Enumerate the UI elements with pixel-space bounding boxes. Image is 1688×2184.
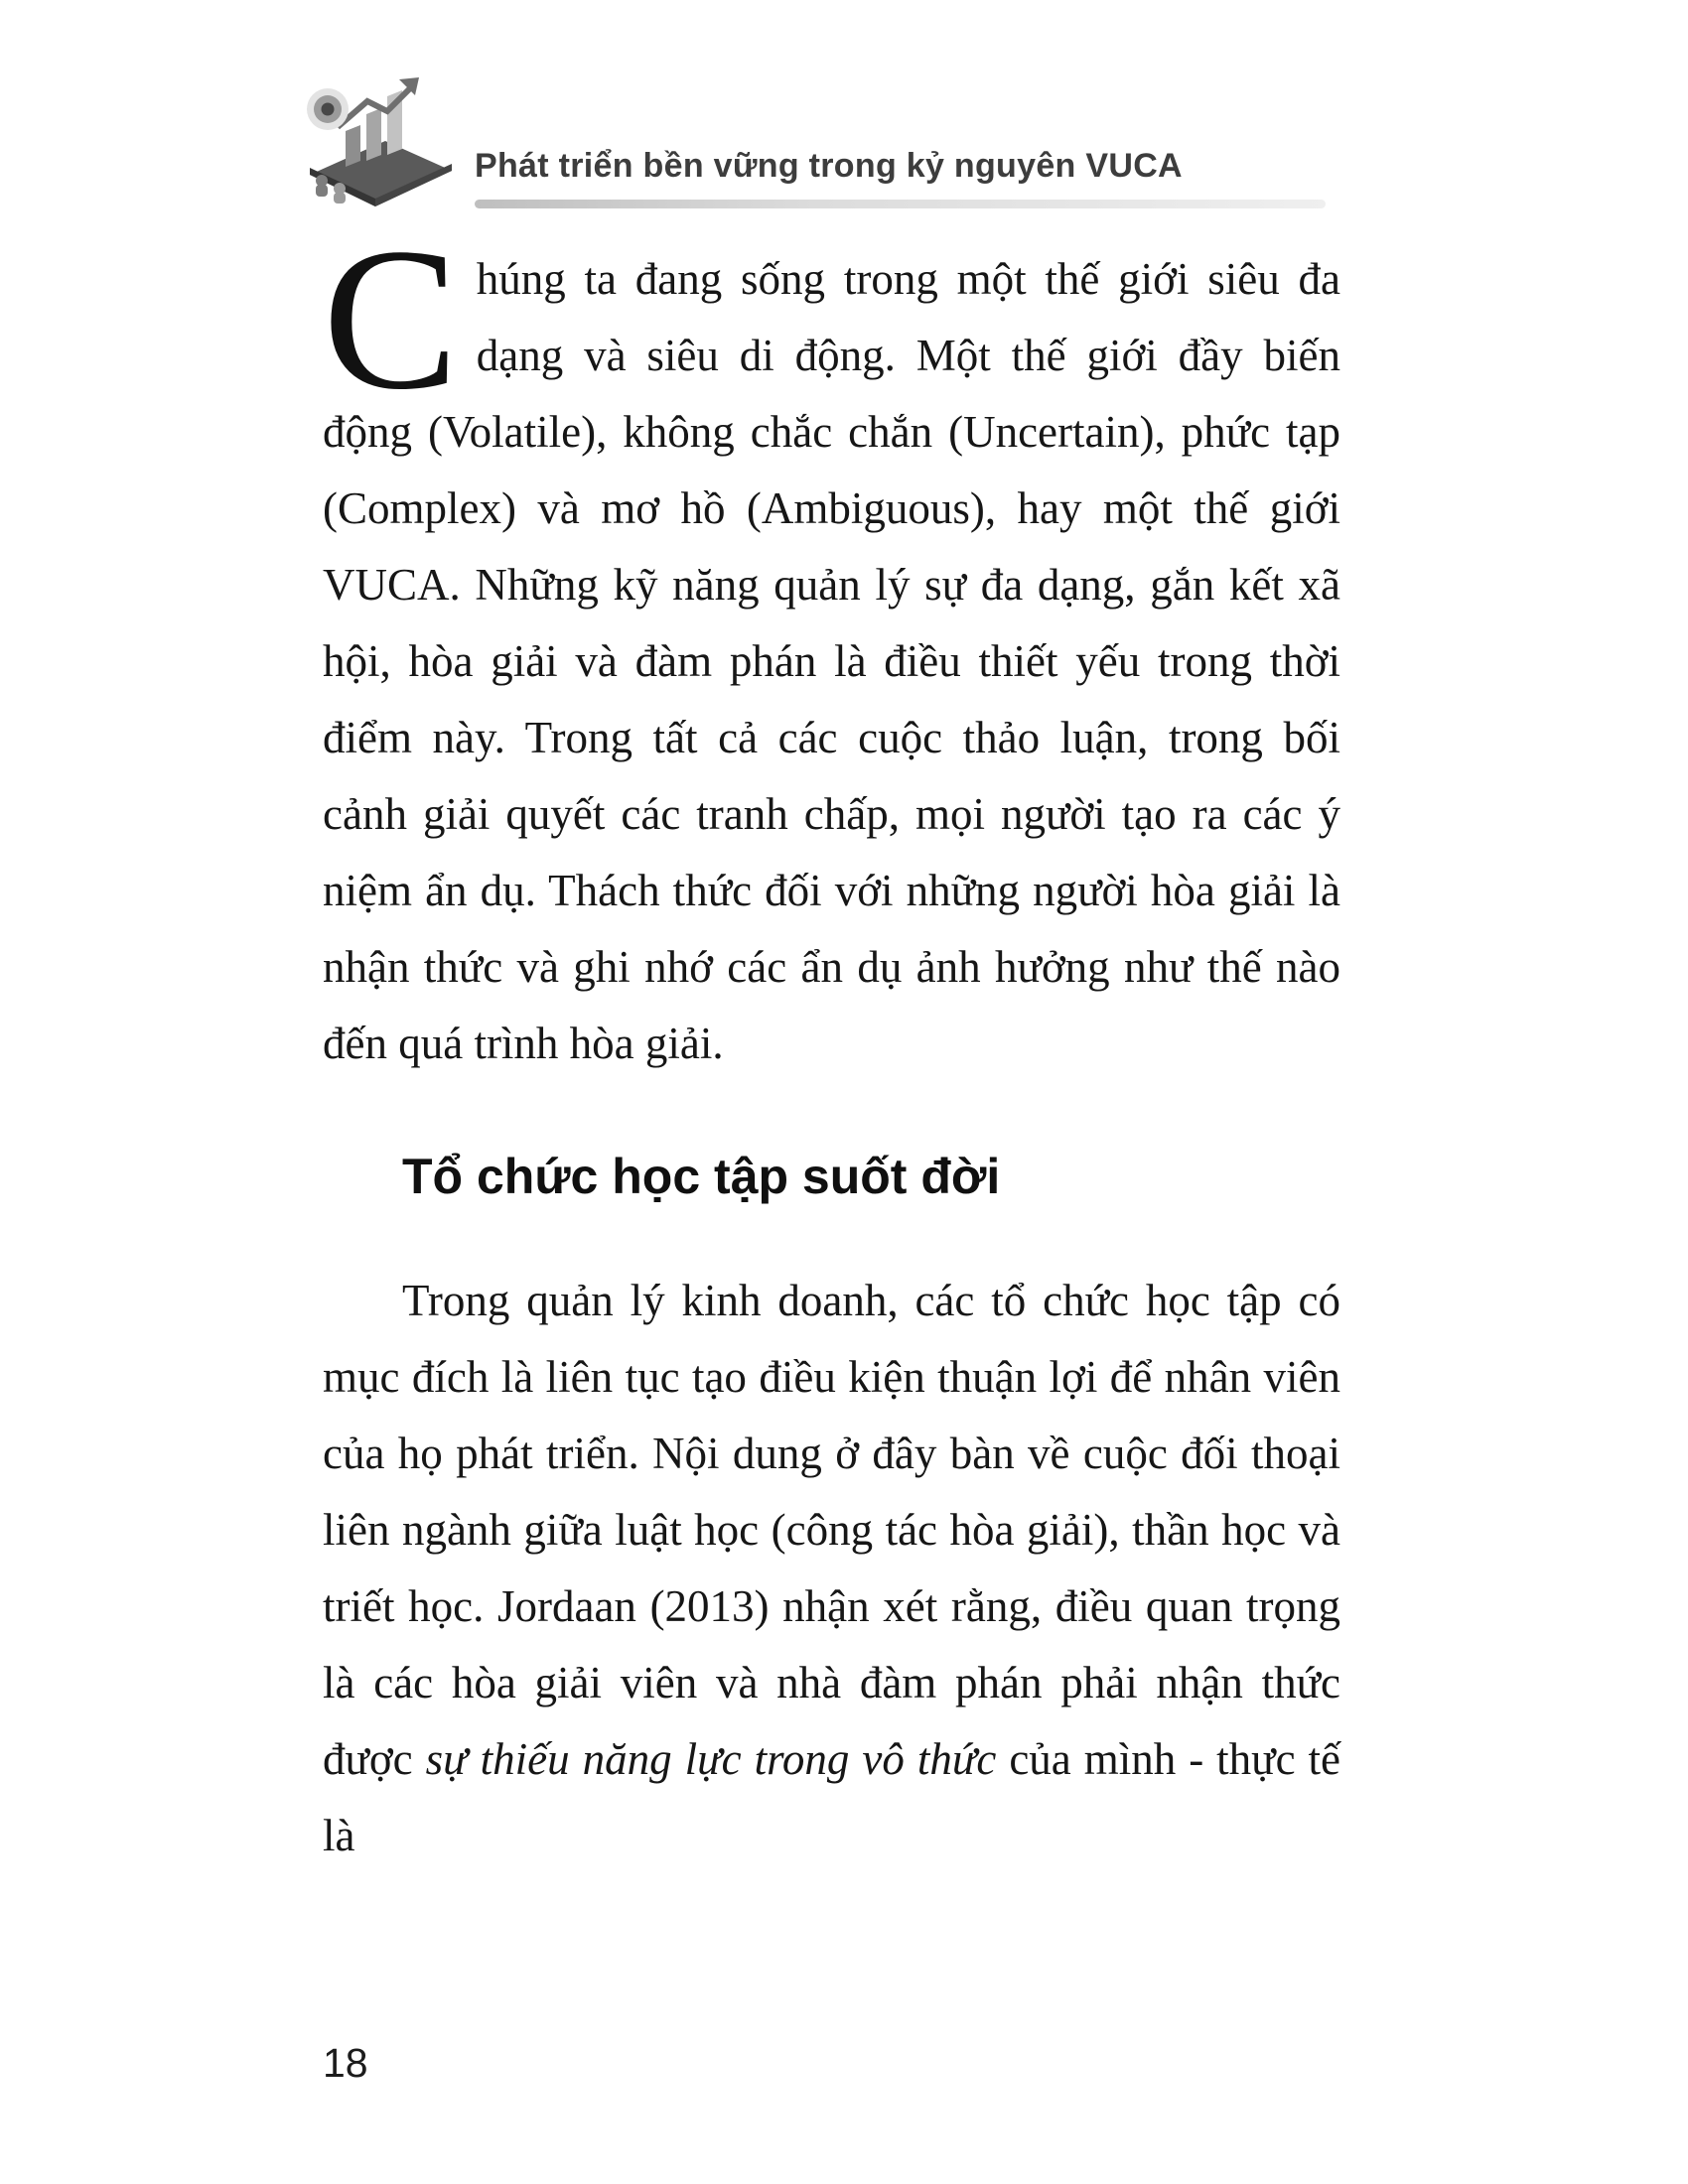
header-rule [475,200,1326,208]
running-head-title: Phát triển bền vững trong kỷ nguyên VUCA [475,147,1183,185]
paragraph-intro [323,206,1340,1082]
italic-phrase: sự thiếu năng lực trong vô thức [425,1734,997,1784]
running-head [475,147,1326,208]
paragraph-learning-org-text: Trong quản lý kinh doanh, các tổ chức học tập có mục đích là liên tục tạo điều kiện thuận lợi để nhân viên của họ phát triển. Nội dung ở đây bàn về cuộc đối thoại liên ngành giữa luật học (công tác hòa giải), thần học và triết học. Jordaan (2013) nhận xét rằng, điều quan trọng là các hòa giải viên và nhà đàm phán phải nhận thức được [323,1276,1340,1784]
paragraph-learning-org-text-cont: của mình - thực tế là [323,1734,1340,1860]
page-number: 18 [323,2040,368,2086]
growth-chart-target-icon [288,69,462,213]
paragraph-learning-org [323,1263,1340,1874]
section-heading: Tổ chức học tập suốt đời [402,1149,1001,1204]
page-content [323,206,1340,1874]
paragraph-intro-text: húng ta đang sống trong một thế giới siêu đa dạng và siêu di động. Một thế giới đầy biến động (Volatile), không chắc chắn (Uncertain), phức tạp (Complex) và mơ hồ (Ambiguous), hay một thế giới VUCA. Những kỹ năng quản lý sự đa dạng, gắn kết xã hội, hòa giải và đàm phán là điều thiết yếu trong thời điểm này. Trong tất cả các cuộc thảo luận, trong bối cảnh giải quyết các tranh chấp, mọi người tạo ra các ý niệm ẩn dụ. Thách thức đối với những người hòa giải là nhận thức và ghi nhớ các ẩn dụ ảnh hưởng như thế nào đến quá trình hòa giải. [323,254,1340,1068]
drop-cap-letter: C [323,206,459,432]
